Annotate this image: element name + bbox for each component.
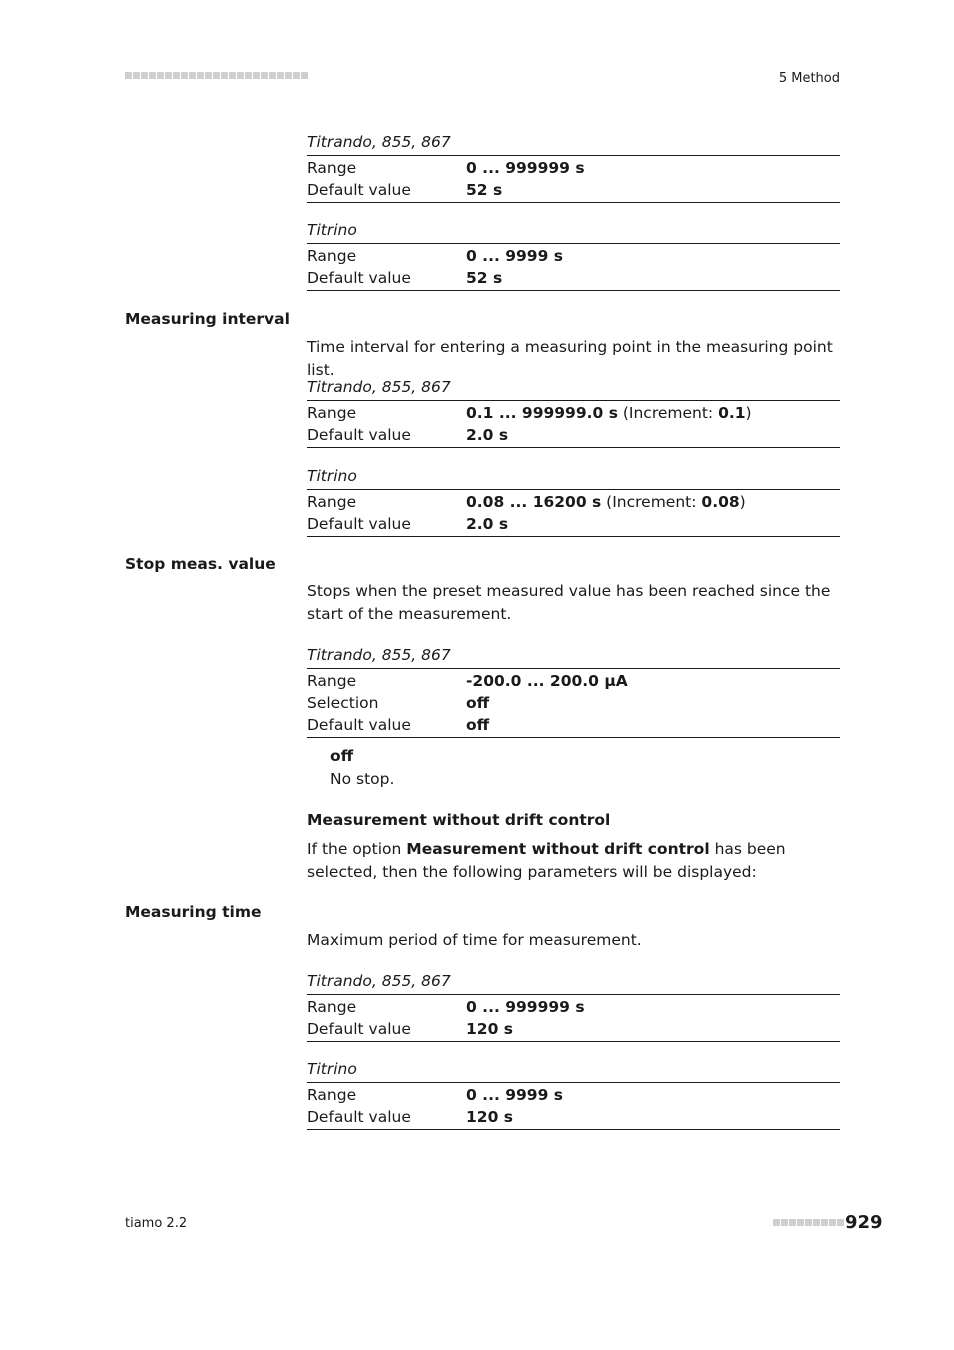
table-row [307, 714, 840, 736]
table-row [307, 245, 840, 267]
row-key: Range [307, 247, 357, 265]
table-row [307, 179, 840, 201]
table-row [307, 1084, 840, 1106]
device-title: Titrino [307, 1060, 357, 1078]
row-key: Default value [307, 1108, 411, 1126]
device-title: Titrando, 855, 867 [307, 972, 451, 990]
parameter-description: Stops when the preset measured value has been reached since the start of the measurement. [307, 582, 831, 623]
row-key: Default value [307, 269, 411, 287]
row-value: 120 s [466, 1020, 513, 1038]
header-decoration [125, 72, 308, 79]
table-row [307, 267, 840, 289]
parameter-description: Maximum period of time for measurement. [307, 931, 642, 949]
device-title: Titrando, 855, 867 [307, 646, 451, 664]
section-text: If the option Measurement without drift control has been selected, then the following parameters will be displayed: [307, 840, 786, 881]
row-value: 0 ... 999999 s [466, 159, 585, 177]
row-key: Selection [307, 694, 379, 712]
row-key: Range [307, 159, 357, 177]
table-row [307, 402, 840, 424]
product-name: tiamo 2.2 [125, 1216, 188, 1231]
value-table [307, 155, 840, 203]
device-title: Titrando, 855, 867 [307, 133, 451, 151]
footer-decoration [773, 1219, 844, 1226]
row-value: 52 s [466, 269, 503, 287]
table-row [307, 424, 840, 446]
option-description: No stop. [330, 770, 395, 788]
row-key: Range [307, 404, 357, 422]
option-key: off [330, 747, 354, 765]
table-row [307, 996, 840, 1018]
value-table [307, 243, 840, 291]
row-value: 2.0 s [466, 426, 509, 444]
row-value: 0 ... 9999 s [466, 247, 564, 265]
parameter-description: Time interval for entering a measuring point in the measuring point list. [307, 338, 833, 379]
section-heading: Measurement without drift control [307, 811, 611, 829]
table-row [307, 670, 840, 692]
row-key: Default value [307, 1020, 411, 1038]
row-key: Range [307, 998, 357, 1016]
row-key: Range [307, 493, 357, 511]
table-row [307, 157, 840, 179]
device-title: Titrino [307, 467, 357, 485]
parameter-label: Measuring time [125, 903, 262, 921]
row-value: 0.1 ... 999999.0 s (Increment: 0.1) [466, 404, 752, 422]
row-key: Default value [307, 426, 411, 444]
value-table [307, 994, 840, 1042]
row-value: off [466, 694, 490, 712]
row-value: 0.08 ... 16200 s (Increment: 0.08) [466, 493, 746, 511]
row-value: 0 ... 999999 s [466, 998, 585, 1016]
table-row [307, 692, 840, 714]
row-value: 2.0 s [466, 515, 509, 533]
table-row [307, 1106, 840, 1128]
table-row [307, 1018, 840, 1040]
value-table [307, 1082, 840, 1130]
row-value: -200.0 ... 200.0 µA [466, 672, 628, 690]
row-value: off [466, 716, 490, 734]
chapter-title: 5 Method [778, 71, 840, 86]
device-title: Titrino [307, 221, 357, 239]
row-value: 0 ... 9999 s [466, 1086, 564, 1104]
row-key: Default value [307, 181, 411, 199]
table-row [307, 513, 840, 535]
row-key: Range [307, 672, 357, 690]
device-title: Titrando, 855, 867 [307, 378, 451, 396]
value-table [307, 400, 840, 448]
value-table [307, 489, 840, 537]
row-key: Default value [307, 716, 411, 734]
page-number: 929 [845, 1212, 883, 1233]
parameter-label: Measuring interval [125, 310, 290, 328]
parameter-label: Stop meas. value [125, 555, 276, 573]
row-value: 120 s [466, 1108, 513, 1126]
value-table [307, 668, 840, 738]
row-value: 52 s [466, 181, 503, 199]
row-key: Default value [307, 515, 411, 533]
table-row [307, 491, 840, 513]
row-key: Range [307, 1086, 357, 1104]
